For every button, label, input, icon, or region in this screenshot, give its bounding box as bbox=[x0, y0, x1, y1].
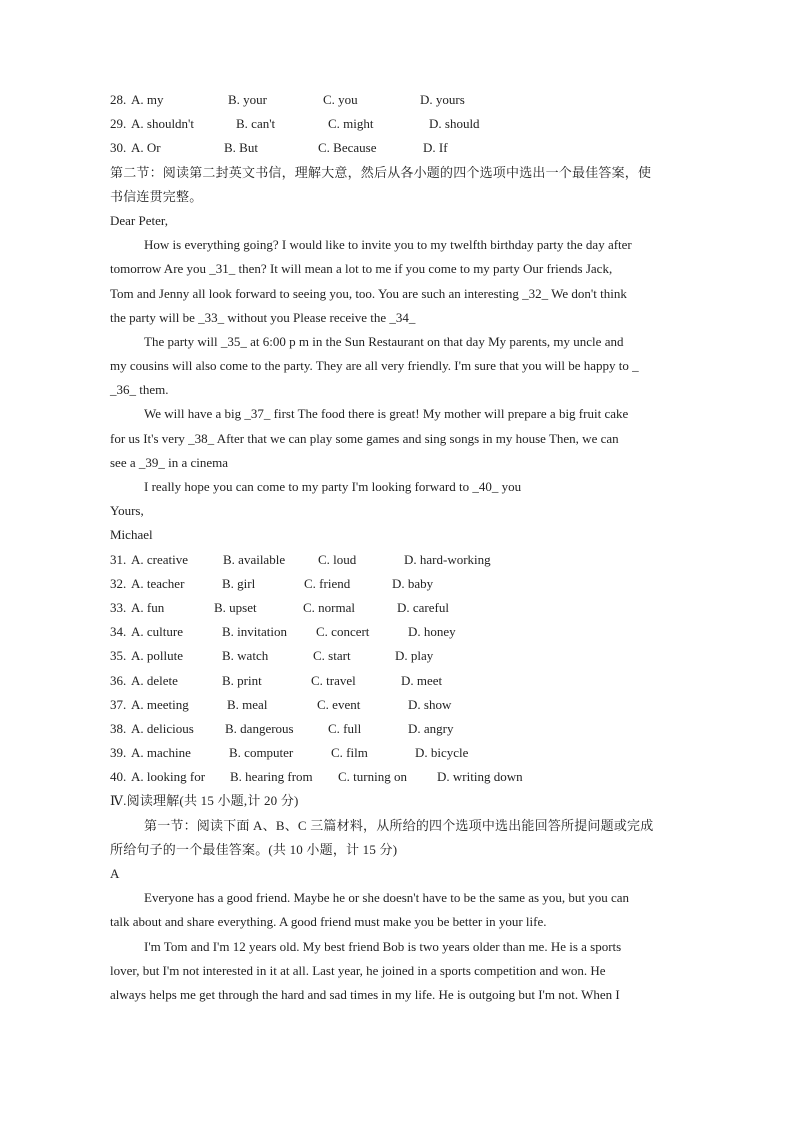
question-34 bbox=[110, 620, 690, 644]
option-a: A. delicious bbox=[131, 720, 194, 736]
letter-line: _36_ them. bbox=[110, 382, 169, 398]
option-c: C. turning on bbox=[338, 769, 407, 785]
letter-line: We will have a big _37_ first The food there is great! My mother will prepare a big fruit cake bbox=[144, 406, 629, 422]
option-d: D. play bbox=[395, 648, 434, 664]
question-number: 39. bbox=[110, 745, 127, 761]
question-number: 29. bbox=[110, 116, 127, 132]
question-30 bbox=[110, 136, 690, 160]
question-number: 37. bbox=[110, 696, 127, 712]
option-c: C. film bbox=[331, 745, 368, 761]
option-a: A. culture bbox=[131, 624, 183, 640]
question-33 bbox=[110, 596, 690, 620]
option-c: C. normal bbox=[303, 599, 355, 615]
question-number: 40. bbox=[110, 769, 127, 785]
option-c: C. full bbox=[328, 720, 362, 736]
question-number: 31. bbox=[110, 551, 127, 567]
option-b: B. upset bbox=[214, 599, 257, 615]
option-a: A. teacher bbox=[131, 575, 185, 591]
option-d: D. should bbox=[429, 116, 480, 132]
option-b: B. watch bbox=[222, 648, 269, 664]
letter-line: The party will _35_ at 6:00 p m in the Sun Restaurant on that day My parents, my uncle and bbox=[144, 333, 624, 349]
option-b: B. dangerous bbox=[225, 720, 294, 736]
option-d: D. writing down bbox=[437, 769, 523, 785]
letter-signature: Michael bbox=[110, 527, 153, 543]
question-28 bbox=[110, 88, 690, 112]
question-number: 38. bbox=[110, 720, 127, 736]
option-a: A. looking for bbox=[131, 769, 206, 785]
question-38 bbox=[110, 717, 690, 741]
question-31 bbox=[110, 548, 690, 572]
passage-line: talk about and share everything. A good friend must make you be better in your life. bbox=[110, 914, 547, 930]
passage-label: A bbox=[110, 866, 120, 881]
option-b: B. your bbox=[228, 92, 267, 107]
question-number: 28. bbox=[110, 92, 127, 107]
option-b: B. girl bbox=[222, 575, 256, 591]
option-d: D. show bbox=[408, 696, 452, 712]
option-c: C. Because bbox=[318, 140, 377, 156]
question-37 bbox=[110, 693, 690, 717]
option-b: B. available bbox=[223, 551, 286, 567]
question-number: 33. bbox=[110, 599, 127, 615]
option-c: C. travel bbox=[311, 672, 356, 688]
option-d: D. careful bbox=[397, 599, 449, 615]
option-b: B. meal bbox=[227, 696, 268, 712]
option-a: A. delete bbox=[131, 672, 178, 688]
option-d: D. baby bbox=[392, 575, 434, 591]
option-c: C. friend bbox=[304, 575, 351, 591]
question-39 bbox=[110, 741, 690, 765]
letter-line: the party will be _33_ without you Please receive the _34_ bbox=[110, 309, 416, 325]
passage-line: lover, but I'm not interested in it at all. Last year, he joined in a sports competition and won. He bbox=[110, 962, 606, 978]
section2-instruction-line1: 第二节：阅读第二封英文书信，理解大意，然后从各小题的四个选项中选出一个最佳答案，使 bbox=[110, 164, 652, 180]
option-b: B. print bbox=[222, 672, 262, 688]
option-b: B. computer bbox=[229, 745, 294, 761]
option-b: B. invitation bbox=[222, 624, 287, 640]
part4-instruction-line1: 第一节：阅读下面 A、B、C 三篇材料，从所给的四个选项中选出能回答所提问题或完成 bbox=[144, 817, 654, 833]
letter-line: for us It's very _38_ After that we can play some games and sing songs in my house Then, we can bbox=[110, 430, 619, 446]
option-c: C. might bbox=[328, 116, 374, 132]
option-c: C. concert bbox=[316, 624, 370, 640]
passage-line: I'm Tom and I'm 12 years old. My best friend Bob is two years older than me. He is a sports bbox=[144, 938, 622, 954]
option-d: D. yours bbox=[420, 92, 465, 107]
question-number: 32. bbox=[110, 575, 127, 591]
option-d: D. honey bbox=[408, 624, 456, 640]
letter-line: my cousins will also come to the party. They are all very friendly. I'm sure that you will be happy to _ bbox=[110, 358, 639, 374]
letter-line: I really hope you can come to my party I'm looking forward to _40_ you bbox=[144, 479, 522, 494]
option-d: D. If bbox=[423, 140, 448, 156]
option-b: B. But bbox=[224, 140, 258, 156]
question-number: 34. bbox=[110, 624, 127, 640]
passage-line: Everyone has a good friend. Maybe he or she doesn't have to be the same as you, but you can bbox=[144, 890, 630, 906]
question-40 bbox=[110, 765, 690, 789]
question-number: 35. bbox=[110, 648, 127, 664]
option-a: A. creative bbox=[131, 551, 189, 567]
option-d: D. angry bbox=[408, 720, 454, 736]
letter-line: tomorrow Are you _31_ then? It will mean a lot to me if you come to my party Our friends Jack, bbox=[110, 261, 613, 277]
passage-line: always helps me get through the hard and sad times in my life. He is outgoing but I'm not. When I bbox=[110, 986, 620, 1002]
letter-closing: Yours, bbox=[110, 503, 144, 519]
question-number: 36. bbox=[110, 672, 127, 688]
option-a: A. meeting bbox=[131, 696, 189, 712]
section2-instruction-line2: 书信连贯完整。 bbox=[110, 188, 203, 204]
question-29 bbox=[110, 112, 690, 136]
part4-heading: Ⅳ.阅读理解(共 15 小题,计 20 分) bbox=[110, 793, 299, 809]
letter-greeting: Dear Peter, bbox=[110, 212, 168, 228]
question-36 bbox=[110, 669, 690, 693]
option-d: D. hard-working bbox=[404, 551, 491, 567]
option-a: A. machine bbox=[131, 745, 191, 761]
question-number: 30. bbox=[110, 140, 127, 156]
exam-page bbox=[110, 88, 690, 1007]
letter-line: see a _39_ in a cinema bbox=[110, 454, 229, 470]
option-a: A. shouldn't bbox=[131, 116, 195, 132]
option-a: A. Or bbox=[131, 140, 161, 156]
option-a: A. my bbox=[131, 92, 164, 107]
question-35 bbox=[110, 644, 690, 668]
part4-instruction-line2: 所给句子的一个最佳答案。(共 10 小题，计 15 分) bbox=[110, 841, 398, 857]
option-c: C. start bbox=[313, 648, 351, 664]
option-b: B. hearing from bbox=[230, 769, 313, 785]
option-c: C. loud bbox=[318, 551, 357, 567]
option-d: D. meet bbox=[401, 672, 443, 688]
letter-line: Tom and Jenny all look forward to seeing you, too. You are such an interesting _32_ We don't think bbox=[110, 285, 627, 301]
option-a: A. fun bbox=[131, 599, 165, 615]
option-c: C. event bbox=[317, 696, 361, 712]
option-a: A. pollute bbox=[131, 648, 183, 664]
letter-line: How is everything going? I would like to invite you to my twelfth birthday party the day after bbox=[144, 237, 632, 253]
option-c: C. you bbox=[323, 92, 358, 107]
option-b: B. can't bbox=[236, 116, 276, 132]
option-d: D. bicycle bbox=[415, 745, 469, 761]
question-32 bbox=[110, 572, 690, 596]
